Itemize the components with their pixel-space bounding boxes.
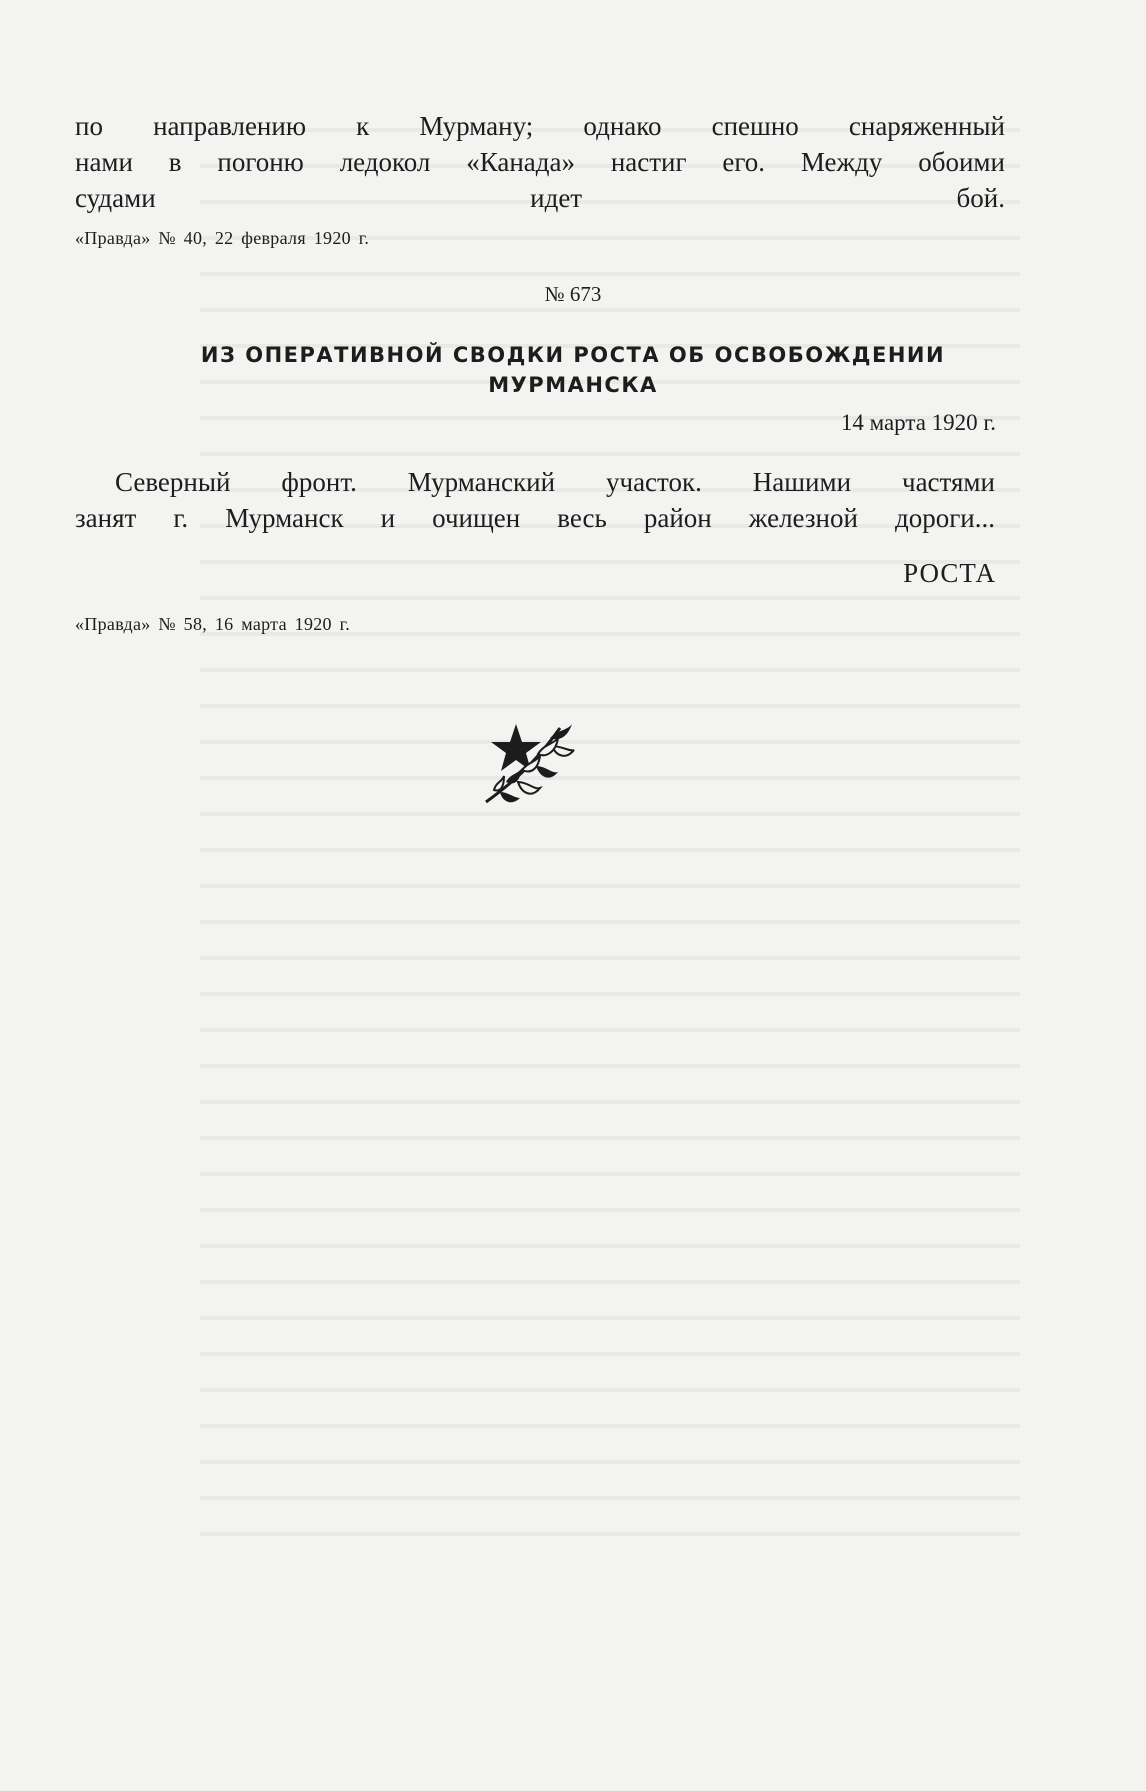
source-citation-2: «Правда» № 58, 16 марта 1920 г. [75,614,351,634]
document-title-line-2: МУРМАНСКА [488,373,658,397]
body-line-1: Северный фронт. Мурманский участок. Нашими частями [115,467,995,497]
body-paragraph [75,464,995,536]
show-through-texture [200,110,1020,1540]
intro-line-1: по направлению к Мурману; однако спешно снаряженный [75,111,1005,141]
body-line-2: занят г. Мурманск и очищен весь район железной дороги... [75,503,995,533]
star-with-laurel-icon [478,716,578,806]
document-title-line-1: ИЗ ОПЕРАТИВНОЙ СВОДКИ РОСТА ОБ ОСВОБОЖДЕНИИ [200,343,946,367]
document-number: № 673 [544,282,602,306]
intro-line-2: нами в погоню ледокол «Канада» настиг его. Между обоими [75,147,1005,177]
intro-line-3: судами идет бой. [75,183,1005,213]
document-date: 14 марта 1920 г. [840,410,996,435]
intro-paragraph [75,108,1005,216]
signature: РОСТА [903,558,996,588]
document-title [100,340,1046,400]
source-citation-1: «Правда» № 40, 22 февраля 1920 г. [75,228,370,248]
